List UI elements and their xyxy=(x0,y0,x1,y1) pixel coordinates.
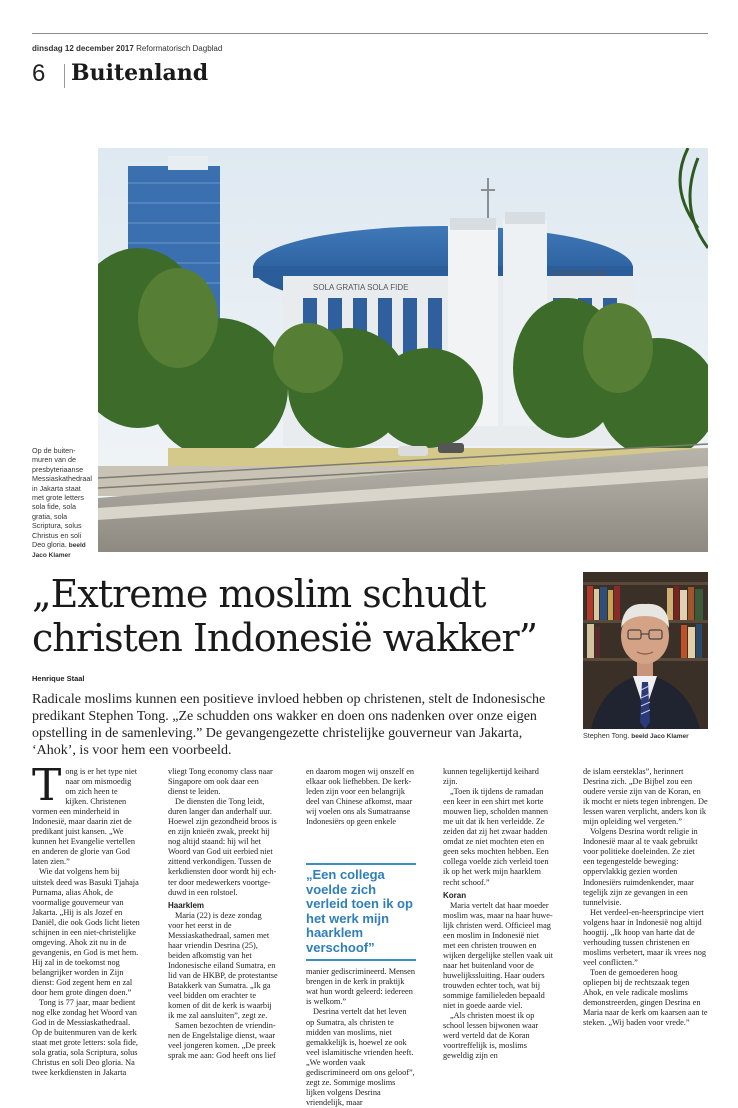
paragraph: De diensten die Tong leidt, duren langer dan anderhalf uur. Hoewel zijn gezondheid broos is en zijn knieën zwak, preekt hij nog altijd staand: hij wil het Woord van God uit eerbied niet zittend verkondigen. Tussen de kerkdiensten door wordt hij echter door medewerkers voortgeduwd in een rolstoel. xyxy=(168,797,277,897)
photo-caption xyxy=(32,446,92,561)
byline: Henrique Staal xyxy=(32,674,85,683)
subheading-haarklem: Haarklem xyxy=(168,900,205,910)
paragraph: Het verdeel-en-heersprincipe viert volgens haar in Indonesië nog altijd hoogtij. „Ik hoop van harte dat de verhouding tussen christenen en moslims verbetert, maar ik vrees nog veel conflicten.” xyxy=(583,907,707,967)
pull-quote: „Een collega voelde zich verleid toen ik op het werk mijn haarklem verschoof” xyxy=(306,863,416,961)
facade-lettering-left: SOLA GRATIA SOLA FIDE xyxy=(313,283,409,292)
portrait-caption-text: Stephen Tong. xyxy=(583,731,630,740)
paragraph: Maria (22) is deze zondag voor het eerst in de Messiaskathedraal, samen met haar vriendin Desrina (25), beiden afkomstig van het Indonesische eiland Sumatra, en lid van de HKBP, de protestantse Batakkerk van Sumatra. „Ik ga veel bidden om erachter te komen of dit de kerk is waarbij ik me zal aansluiten”, zegt ze. xyxy=(168,910,278,1021)
paragraph xyxy=(32,760,142,867)
drop-cap: T xyxy=(32,760,62,811)
paragraph: vliegt Tong economy class naar Singapore om ook daar een dienst te leiden. xyxy=(168,767,273,797)
newspaper-name: Reformatorisch Dagblad xyxy=(136,44,223,53)
article-column-5 xyxy=(583,767,708,1028)
paragraph: Samen bezochten de vriendinnen de Engelstalige dienst, waar veel jongeren komen. „De preek sprak me aan: God heeft ons lief xyxy=(168,1021,276,1061)
page-number-divider xyxy=(64,64,65,88)
paragraph: de islam eersteklas”, herinnert Desrina zich. „De Bijbel zou een oudere versie zijn van de Koran, en ik mocht er niets tegen inbrengen. De lessen waren verplicht, anders kon ik mijn opleiding wel vergeten.” xyxy=(583,767,708,827)
facade-lettering-right: KASIHI ALLAH xyxy=(553,269,607,278)
paragraph: en daarom mogen wij onszelf en elkaar ook liefhebben. De kerkleden zijn voor een belangrijk deel van Chinese afkomst, maar wij voelen ons als Sumatraanse Indonesiërs op geen enkele xyxy=(306,767,415,827)
subheading-koran: Koran xyxy=(443,890,467,900)
section-title: Buitenland xyxy=(71,60,209,86)
cathedral-photo xyxy=(98,148,708,552)
portrait-credit: beeld Jaco Klamer xyxy=(631,733,689,740)
paragraph: Desrina vertelt dat het leven op Sumatra, als christen te midden van moslims, niet gemakkelijk is, hoewel ze ook veel islamitische vrienden heeft. „We worden vaak gediscrimineerd om ons geloof”, zegt ze. Sommige moslims lijken volgens Desrina vriendelijk, maar xyxy=(306,1007,415,1107)
photo-credit: beeld Jaco Klamer xyxy=(32,542,86,560)
paragraph: Wie dat volgens hem bij uitstek deed was Basuki Tjahaja Purnama, alias Ahok, de voormalige gouverneur van Jakarta. „Hij is als Jozef en Daniël, die ook Gods licht lieten schijnen in een niet-christelijke omgeving. Ahok zit nu in de gevangenis, en God is met hem. Hij zal in de toekomst nog belangrijker worden in Zijn dienst: God zegent hem en zal door hem grote dingen doen.” xyxy=(32,867,140,998)
photo-caption-text: Op de buitenmuren van de presbyteriaanse Messiaskathedraal in Jakarta staat met grote letters sola fide, sola gratia, sola Scriptura, solus Christus en soli Deo gloria. xyxy=(32,446,92,550)
header-rule xyxy=(32,33,708,34)
page-number: 6 xyxy=(32,60,46,87)
paragraph: kunnen tegelijkertijd keihard zijn. xyxy=(443,767,539,787)
dateline xyxy=(32,44,222,53)
article-intro: Radicale moslims kunnen een positieve invloed hebben op christenen, stelt de Indonesische predikant Stephen Tong. „Ze schudden ons wakker en doen ons nadenken over onze eigen opstelling in de samenleving.” De gevangengezette christelijke gouverneur van Jakarta, ‘Ahok’, is voor hem een voorbeeld. xyxy=(32,692,546,758)
article-column-1 xyxy=(32,760,142,1078)
paragraph: Maria vertelt dat haar moeder moslim was, maar na haar huwelijk christen werd. Officieel mag een moslim in Indonesië niet met een christen trouwen en wijken dergelijke stellen vaak uit naar het buitenland voor de huwelijkssluiting. Haar ouders trouwden echter toch, wat bij sommige familieleden bepaald niet in goede aarde viel. xyxy=(443,900,553,1011)
paragraph: manier gediscrimineerd. Mensen brengen in de kerk in praktijk wat hun wordt geleerd: iedereen is welkom.” xyxy=(306,967,415,1007)
paragraph: Toen de gemoederen hoog opliepen bij de rechtszaak tegen Ahok, en vele radicale moslims demonstreerden, gingen Desrina en Maria naar de kerk om kaarsen aan te steken. „Wij baden voor vrede.” xyxy=(583,967,708,1028)
article-column-2 xyxy=(168,767,278,1061)
portrait-caption xyxy=(583,731,689,740)
article-headline: „Extreme moslim schudt christen Indonesië wakker” xyxy=(32,572,538,660)
paragraph: Volgens Desrina wordt religie in Indonesië maar al te vaak gebruikt voor politieke doeleinden. Ze ziet een tegengestelde beweging: oppervlakkig gezien worden Indonesiërs ruimdenkender, maar tegelijk zijn ze gevangen in een tunnelvisie. xyxy=(583,827,698,907)
issue-date: dinsdag 12 december 2017 xyxy=(32,44,134,53)
article-column-4 xyxy=(443,767,553,1061)
paragraph: Tong is 77 jaar, maar bedient nog elke zondag het Woord van God in de Messiaskathedraal. Op de buitenmuren van de kerk staat met grote letters: sola fide, sola gratia, sola Scriptura, solus Christus en soli Deo gloria. Na twee kerkdiensten in Jakarta xyxy=(32,998,138,1078)
paragraph: „Als christen moest ik op school lessen bijwonen waar werd verteld dat de Koran voortreffelijk is, moslims geweldig zijn en xyxy=(443,1011,539,1061)
paragraph: „Toen ik tijdens de ramadan een keer in een shirt met korte mouwen liep, scholden mannen me uit dat ik hen verleidde. Ze zeiden dat zij het zwaar hadden omdat ze niet mochten eten en geen seks mochten hebben. Een collega voelde zich verleid toen ik op het werk mijn haarklem recht schoof.” xyxy=(443,787,549,887)
portrait-photo xyxy=(583,572,708,729)
article-column-3 xyxy=(306,767,416,1108)
paragraph-text: ong is er het type niet naar om mismoedig om zich heen te kijken. Christenen vormen een minderheid in Indonesië, maar daarin ziet de predikant juist kansen. „We kunnen het Evangelie vertellen en anderen de glorie van God laten zien.” xyxy=(32,767,138,867)
